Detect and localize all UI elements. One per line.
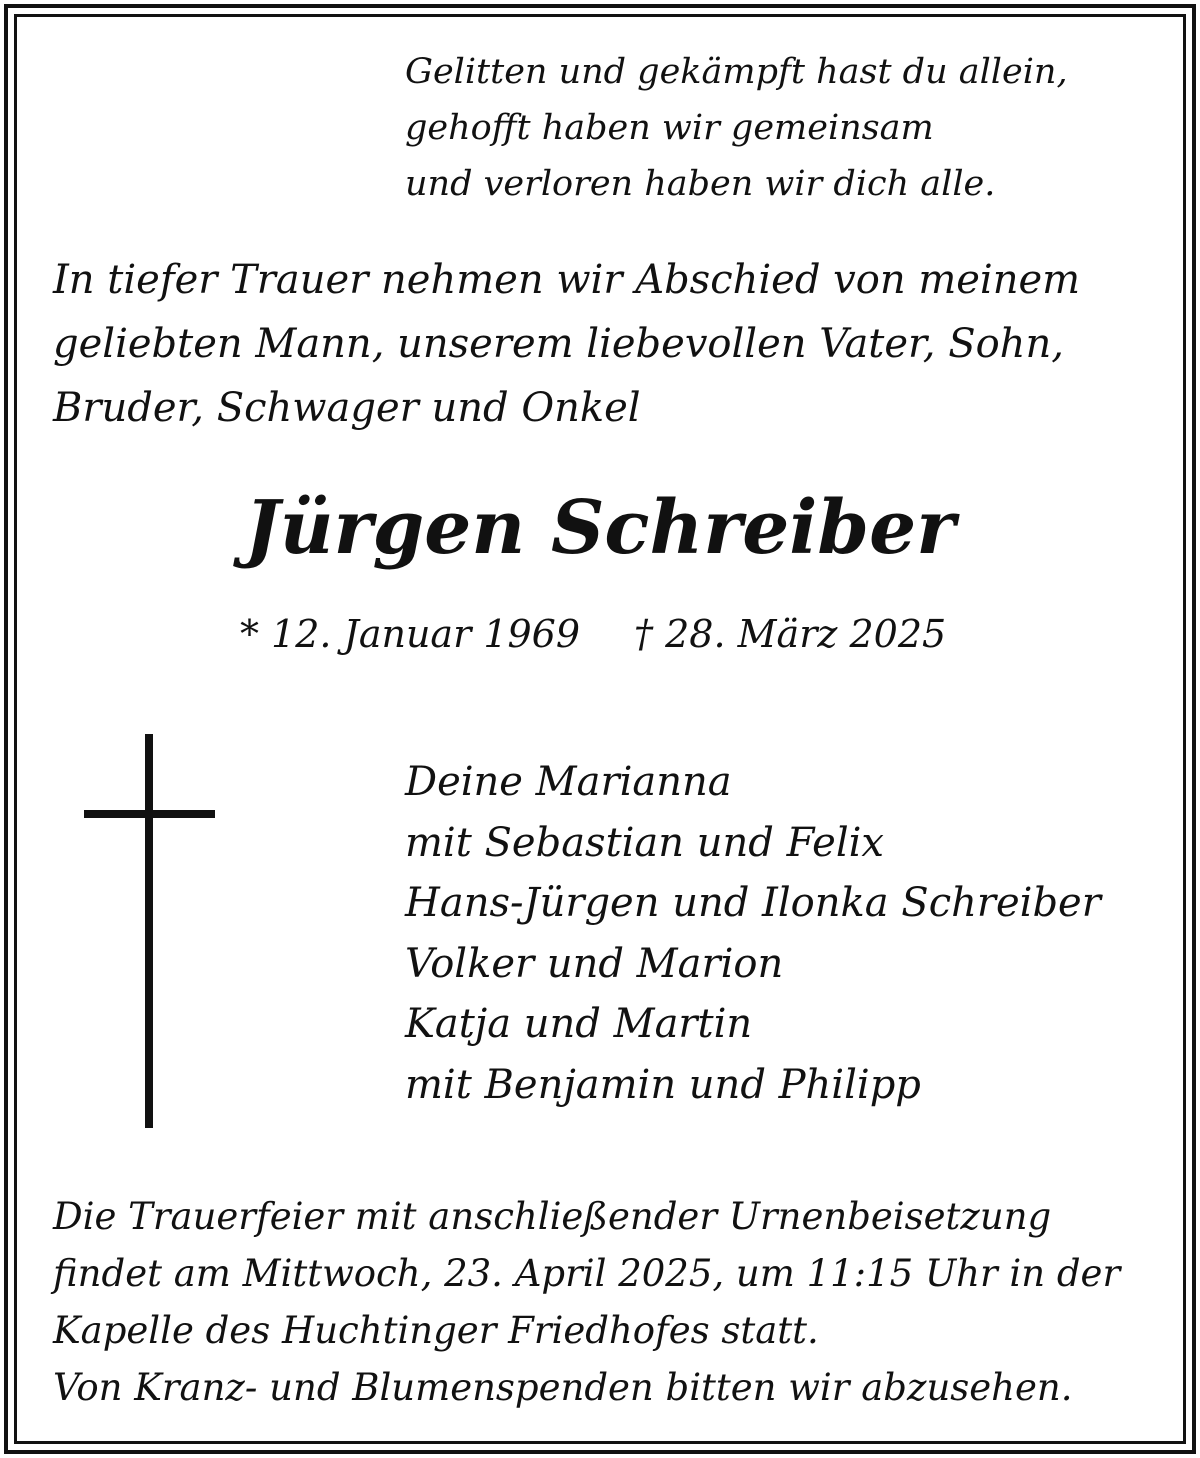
family-line: Deine Marianna [405,759,732,805]
funeral-notice [53,1188,1120,1416]
life-dates [240,604,946,664]
intro-block [53,248,1080,440]
family-list [405,752,1101,1115]
verse-line: gehofft haben wir gemeinsam [405,108,934,148]
latin-cross-icon [80,732,220,1130]
intro-line: Bruder, Schwager und Onkel [53,385,641,431]
birth-date: * 12. Januar 1969 [240,612,581,656]
notice-line: Die Trauerfeier mit anschließender Urnenbeisetzung [53,1195,1052,1238]
intro-line: In tiefer Trauer nehmen wir Abschied von meinem [53,257,1081,303]
family-line: Volker und Marion [405,940,784,987]
notice-line: Kapelle des Huchtinger Friedhofes statt. [53,1309,819,1352]
verse-line: und verloren haben wir dich alle. [405,164,996,204]
family-line: mit Benjamin und Philipp [405,1061,921,1108]
intro-line: geliebten Mann, unserem liebevollen Vater, Sohn, [53,321,1064,367]
family-line: mit Sebastian und Felix [405,819,884,866]
notice-line: findet am Mittwoch, 23. April 2025, um 11:15 Uhr in der [53,1252,1121,1295]
deceased-name: Jürgen Schreiber [244,485,956,571]
family-line: Katja und Martin [405,1001,753,1047]
verse-block [405,44,1068,212]
family-line: Hans-Jürgen und Ilonka Schreiber [405,880,1101,926]
verse-line: Gelitten und gekämpft hast du allein, [405,52,1068,92]
death-date: † 28. März 2025 [634,612,947,656]
notice-line: Von Kranz- und Blumenspenden bitten wir abzusehen. [53,1366,1073,1409]
